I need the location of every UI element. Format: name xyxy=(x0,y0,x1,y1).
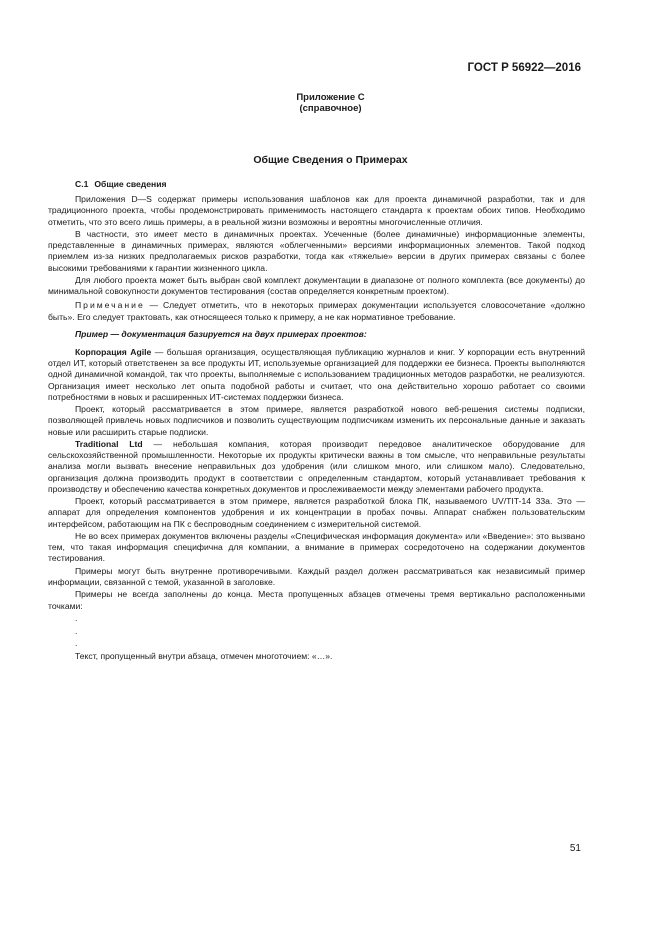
note-text: — Следует отметить, что в некоторых примерах документации используется словосочетание «должно быть». Его следует трактовать, как относящееся только к примеру, а не как нормативное требование. xyxy=(48,300,585,322)
paragraph-agile xyxy=(48,347,585,403)
example-intro: Пример — документация базируется на двух примерах проектов: xyxy=(75,328,367,339)
paragraph: Текст, пропущенный внутри абзаца, отмечен многоточием: «…». xyxy=(75,651,333,662)
page-number: 51 xyxy=(569,843,581,854)
appendix-title: Приложение С xyxy=(296,92,365,103)
paragraph-traditional xyxy=(48,439,585,495)
standard-designation: ГОСТ Р 56922—2016 xyxy=(467,62,581,74)
paragraph: Приложения D—S содержат примеры использования шаблонов как для проекта динамичной разработки, так и для традиционного проекта, чтобы продемонстрировать применимость настоящего стандарта к проектам обоих типов. Необходимо отметить, что это всего лишь примеры, а в реальной жизни возможны и вероятны многочисленные отличия. xyxy=(48,194,585,227)
note xyxy=(48,300,585,322)
appendix-subtitle: (справочное) xyxy=(299,103,362,114)
org-name-agile: Корпорация Agile xyxy=(75,347,152,358)
section-title: Общие Сведения о Примерах xyxy=(253,154,408,166)
note-label: Примечание xyxy=(75,300,145,311)
vertical-dot: . xyxy=(75,638,78,649)
paragraph: Примеры не всегда заполнены до конца. Места пропущенных абзацев отмечены тремя вертикально расположенными точками: xyxy=(48,589,585,611)
org-name-traditional: Traditional Ltd xyxy=(75,439,143,450)
paragraph: Примеры могут быть внутренне противоречивыми. Каждый раздел должен рассматриваться как независимый пример информации, связанной с темой, указанной в заголовке. xyxy=(48,565,585,588)
paragraph: Проект, который рассматривается в этом примере, является разработкой блока ПК, называемого UV/TIT-14 33a. Это — аппарат для определения компонентов удобрения и их концентрации в пробах почвы. Аппарат снабжен пользовательским интерфейсом, работающим на ПК с беспроводным соединением с измерительной системой. xyxy=(48,496,585,529)
paragraph: Для любого проекта может быть выбран свой комплект документации в диапазоне от полного комплекта (все документы) до минимальной совокупности документов тестирования (состав определяется конкретным проектом). xyxy=(48,275,585,297)
subsection-number: С.1 xyxy=(75,179,89,189)
subsection-title: Общие сведения xyxy=(94,179,167,189)
traditional-description: — небольшая компания, которая производит передовое аналитическое оборудование для сельскохозяйственной промышленности. Некоторые их продукты критически важны в том смысле, что неправильные результаты анализа могли вызвать внесение неправильных доз удобрения (или слишком много, или слишком мало). Следовательно, организация должна производить продукт в соответствии с определенным стандартом, который устанавливает требования к производству и обеспечению качества конкретных документов и прослеживаемости между элементами рабочего продукта. xyxy=(48,439,585,494)
subsection-heading xyxy=(48,179,585,190)
document-body xyxy=(48,179,585,663)
vertical-dot: . xyxy=(75,625,78,636)
paragraph: В частности, это имеет место в динамичных проектах. Усеченные (более динамичные) информационные элементы, представленные в динамичных примерах, являются «облегченными» версиями информационных элементов. Такой подход приемлем из-за низких предполагаемых рисков разработки, тогда как «тяжелые» версии в других примерах связаны с более высокими требованиями к гарантии жизненного цикла. xyxy=(48,229,585,273)
paragraph: Проект, который рассматривается в этом примере, является разработкой нового веб-решения системы подписки, позволяющей привлечь новых подписчиков и позволить существующим подписчикам изменить их персональные данные и заказать новые или расширить старые подписки. xyxy=(48,404,585,437)
vertical-dot: . xyxy=(75,613,78,623)
paragraph: Не во всех примерах документов включены разделы «Специфическая информация документа» или «Введение»: это вызвано тем, что такая информация специфична для компании, а внимание в примерах сосредоточено на содержании документов тестирования. xyxy=(48,531,585,564)
agile-description: — большая организация, осуществляющая публикацию журналов и книг. У корпорации есть внутренний отдел ИТ, который ответственен за все продукты ИТ, используемые организацией для поддержки ее бизнеса. Проекты выполняются одной динамичной командой, так что проекты, выполняемые с использованием традиционных методов разработки, не реализуются. Организация имеет несколько лет опыта подобной работы и считает, что она действительно хорошо работает со своими потребностями в новых и расширенных ИТ-системах поддержки бизнеса. xyxy=(48,347,585,402)
